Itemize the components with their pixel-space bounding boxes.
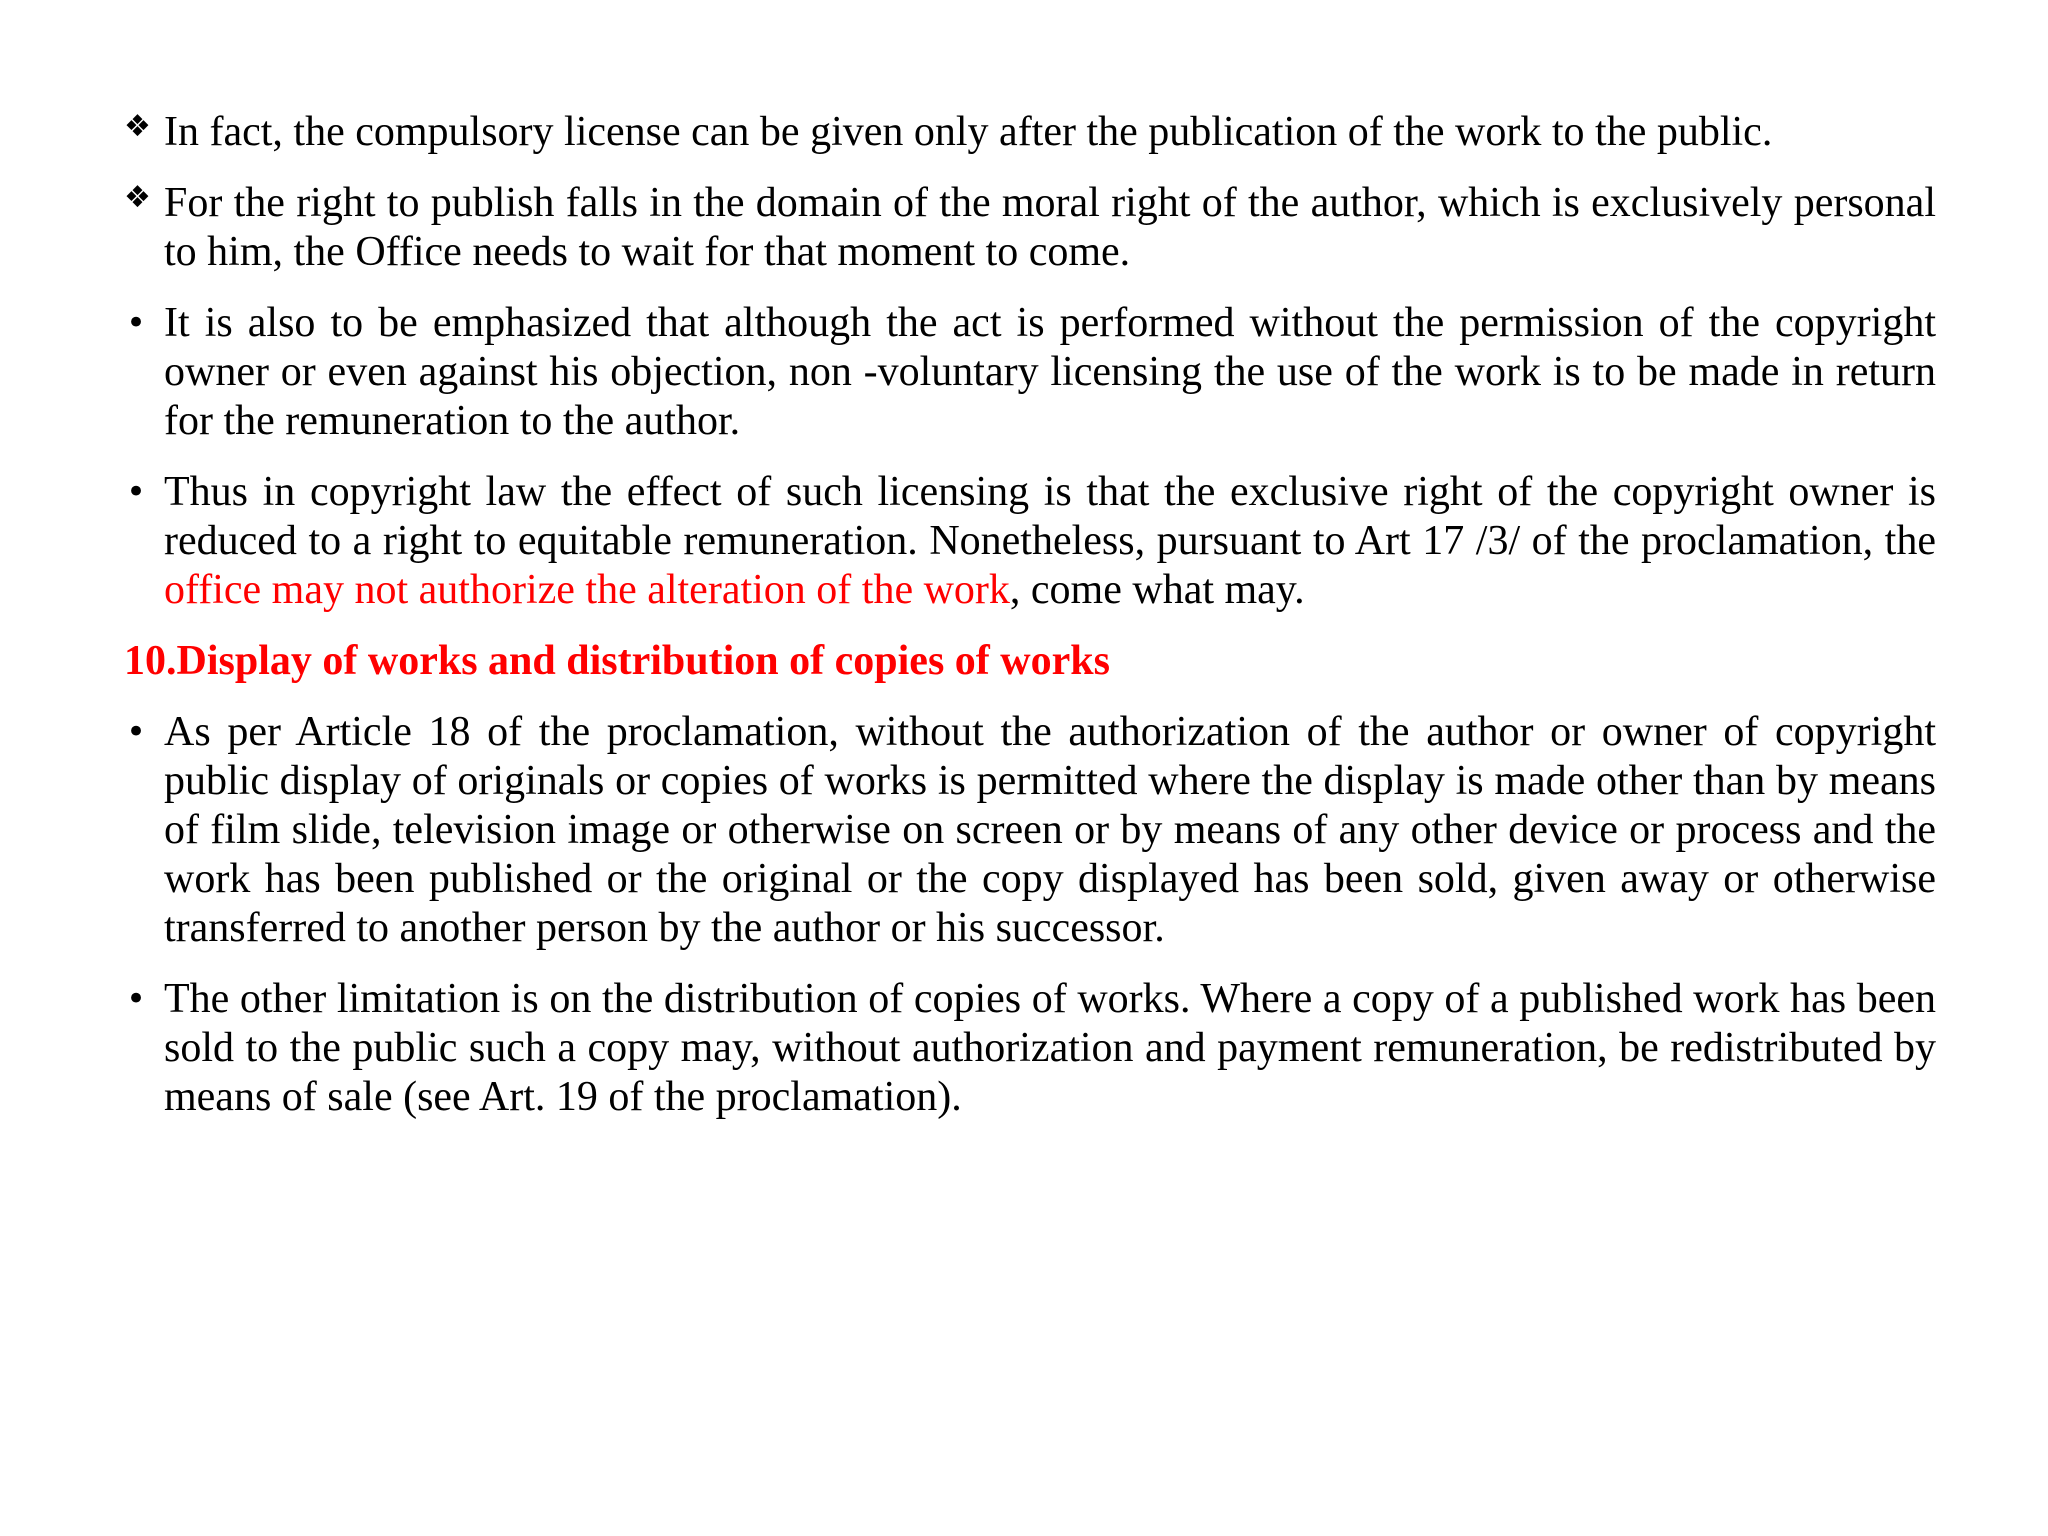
- bullet-item-article-18: [124, 708, 1936, 953]
- bullet-text-before: Thus in copyright law the effect of such licensing is that the exclusive right of the copyright owner is reduced to a right to equitable remuneration. Nonetheless, pursuant to Art 17 /3/ of the proclamation, the: [164, 469, 1936, 564]
- bullet-text: For the right to publish falls in the domain of the moral right of the author, which is exclusively personal to him, the Office needs to wait for that moment to come.: [164, 180, 1936, 275]
- slide-content: [124, 108, 1936, 1144]
- highlighted-text: office may not authorize the alteration of the work: [164, 567, 1010, 613]
- bullet-text: In fact, the compulsory license can be given only after the publication of the work to the public.: [164, 109, 1773, 155]
- bullet-text: It is also to be emphasized that although the act is performed without the permission of the copyright owner or even against his objection, non -voluntary licensing the use of the work is to be made in return for the remuneration to the author.: [164, 300, 1936, 444]
- bullet-text-after: , come what may.: [1009, 567, 1305, 613]
- dot-bullet-icon: •: [126, 472, 147, 512]
- diamond-bullet-icon: ❖: [124, 109, 151, 144]
- bullet-text: As per Article 18 of the proclamation, without the authorization of the author or owner of copyright public display of originals or copies of works is permitted where the display is made other than by means of film slide, television image or otherwise on screen or by means of any other device or process and the work has been published or the original or the copy displayed has been sold, given away or otherwise transferred to another person by the author or his successor.: [164, 709, 1936, 951]
- diamond-bullet-icon: ❖: [124, 180, 151, 215]
- dot-bullet-icon: •: [126, 712, 147, 752]
- dot-bullet-icon: •: [126, 303, 147, 343]
- bullet-item-distribution: [124, 975, 1936, 1122]
- section-heading: 10.Display of works and distribution of copies of works: [124, 638, 1110, 684]
- bullet-item-right-to-publish: [124, 179, 1936, 277]
- bullet-item-compulsory-license: [124, 108, 1936, 157]
- bullet-text: The other limitation is on the distribution of copies of works. Where a copy of a published work has been sold to the public such a copy may, without authorization and payment remuneration, be redistributed by means of sale (see Art. 19 of the proclamation).: [164, 976, 1936, 1120]
- bullet-item-emphasized: [124, 299, 1936, 446]
- bullet-item-equitable-remuneration: [124, 468, 1936, 615]
- dot-bullet-icon: •: [126, 979, 147, 1019]
